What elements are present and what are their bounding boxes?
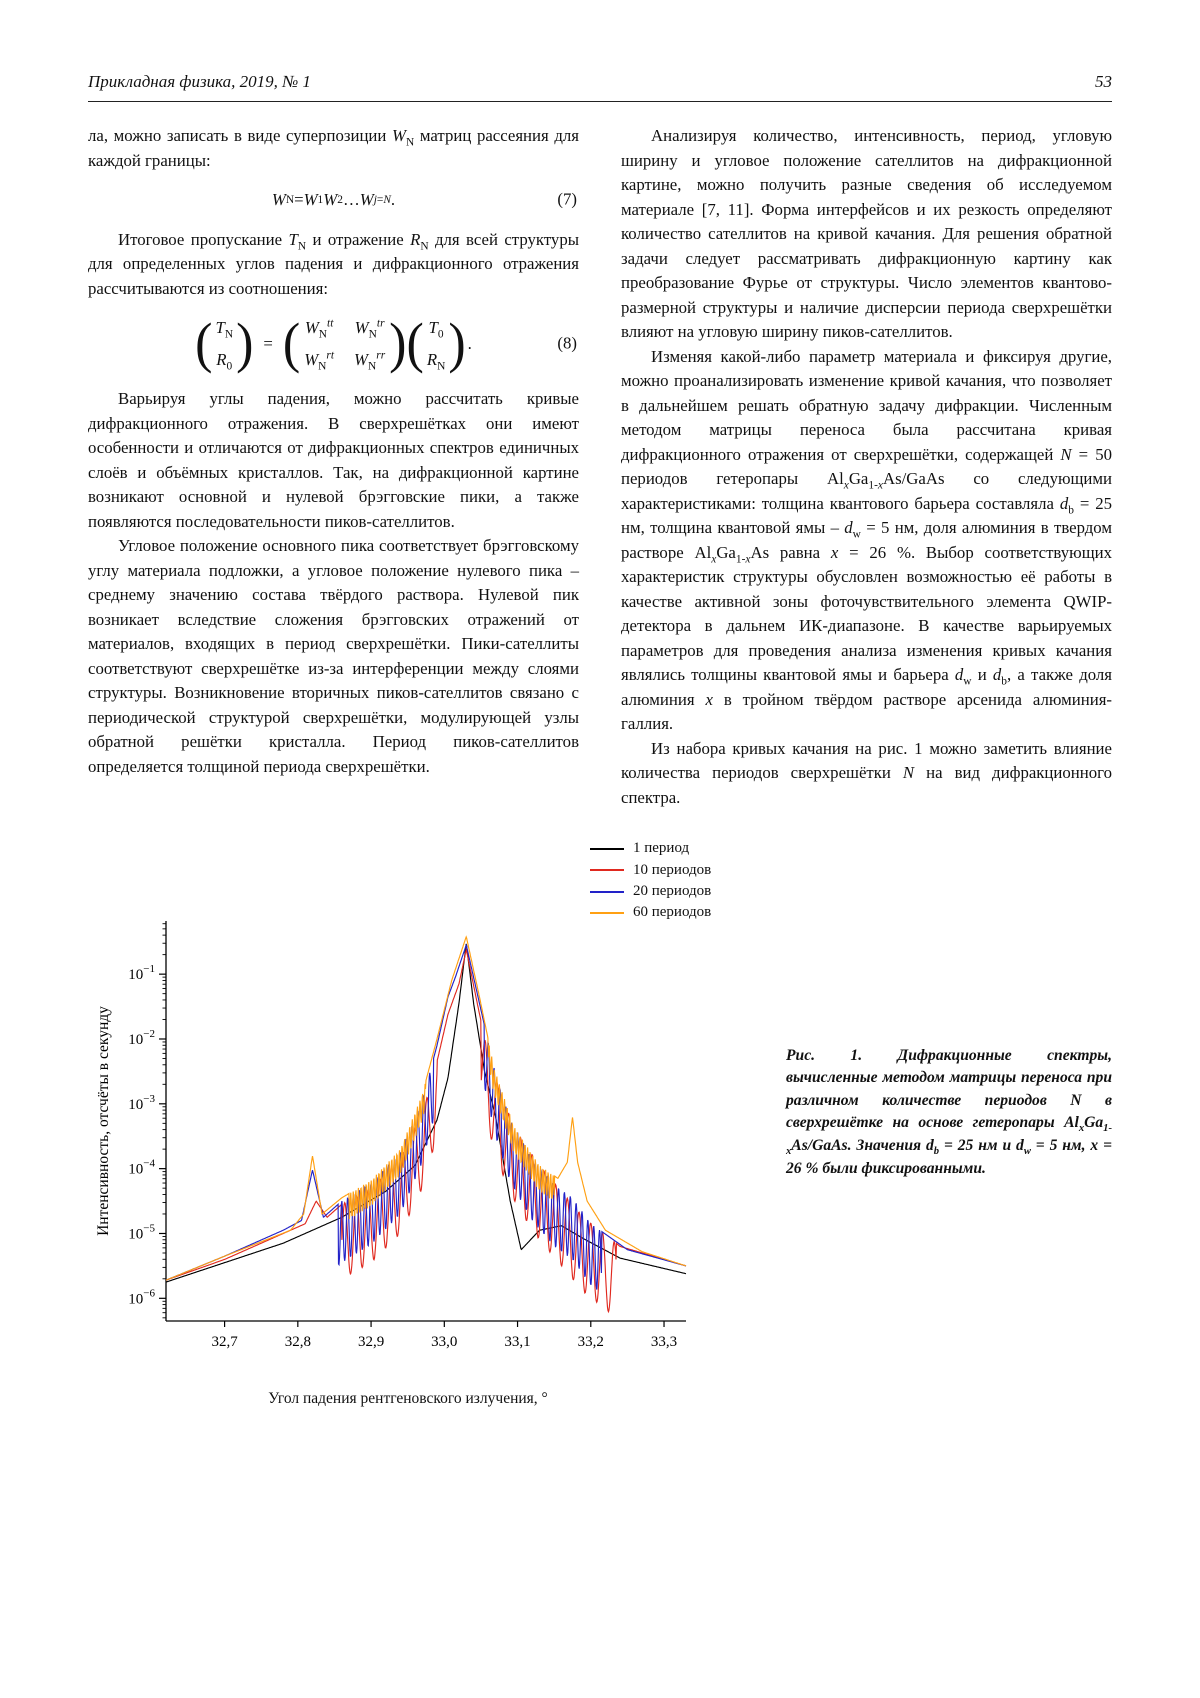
- transfer-matrix: [304, 316, 385, 372]
- paren-open: (: [406, 312, 424, 375]
- paragraph: ла, можно записать в виде суперпозиции $W_N$ матриц рассеяния для каждой границы:: [88, 126, 579, 170]
- svg-text:32,9: 32,9: [357, 1334, 385, 1351]
- two-column-text: [88, 124, 1112, 810]
- legend-item: [590, 862, 711, 879]
- chart-area: [88, 836, 748, 1408]
- matrix-cell: $W_N^{rt}$: [304, 349, 335, 372]
- legend-label: 1 период: [633, 840, 690, 857]
- legend-item: [590, 840, 711, 857]
- figure-1: [88, 836, 1112, 1408]
- matrix-cell: $R_N$: [426, 349, 446, 372]
- matrix-cell: $T_0$: [428, 318, 444, 341]
- matrix-cell: $R_0$: [216, 349, 233, 372]
- equation-period: .: [467, 333, 472, 353]
- legend-line-swatch: [590, 912, 624, 914]
- matrix-cell: $W_N^{tr}$: [354, 317, 385, 341]
- legend-item: [590, 883, 711, 900]
- legend-label: 60 периодов: [633, 904, 712, 921]
- svg-text:10−6: $10^{-6}$: [128, 1287, 155, 1308]
- right-column: [621, 124, 1112, 810]
- paragraph: Угловое положение основного пика соответствует брэгговскому углу материала подложки, а угловое положение нулевого пика – среднему значению состава твёрдого раствора. Нулевой пик возникает вследствие сложения брэгговских отражений от материалов, входящих в период сверхрешётки. Пики-сателлиты соответствуют сверхрешётке из-за интерференции между слоями структуры. Возникновение вторичных пиков-сателлитов связано с периодической структурой сверхрешётки, модулирующей узлы обратной решётки кристалла. Период пиков-сателлитов определяется толщиной периода сверхрешётки.: [88, 536, 579, 776]
- chart-legend: [590, 840, 711, 921]
- matrix-cell: $T_N$: [215, 318, 234, 341]
- svg-text:10−1: $10^{-1}$: [128, 963, 155, 984]
- equals-sign: =: [263, 333, 273, 353]
- paren-open: (: [195, 312, 213, 375]
- paren-close: ): [236, 312, 254, 375]
- journal-title: Прикладная физика, 2019, № 1: [88, 72, 311, 91]
- left-column: [88, 124, 579, 810]
- paren-close: ): [389, 312, 407, 375]
- svg-text:10−5: $10^{-5}$: [128, 1222, 155, 1243]
- equation-8-body: [195, 312, 472, 375]
- legend-item: [590, 904, 711, 921]
- page-number: 53: [1095, 72, 1112, 91]
- svg-text:33,1: 33,1: [504, 1334, 531, 1351]
- page-header: [88, 72, 1112, 102]
- paren-close: ): [448, 312, 466, 375]
- equation-7-body: W N = W 1 W 2 … W j=N .: [271, 190, 396, 210]
- svg-text:10−4: $10^{-4}$: [128, 1158, 155, 1179]
- paragraph: Из набора кривых качания на рис. 1 можно заметить влияние количества периодов сверхрешётки N на вид дифракционного спектра.: [621, 738, 1112, 807]
- legend-line-swatch: [590, 869, 624, 871]
- vector-lhs: [215, 316, 233, 372]
- legend-label: 20 периодов: [633, 882, 712, 899]
- paragraph: Изменяя какой-либо параметр материала и фиксируя другие, можно проанализировать изменение кривой качания, что позволяет в дальнейшем решать обратную задачу дифракции. Численным методом матрицы переноса была рассчитана кривая дифракционного отражения от сверхрешётки, содержащей N = 50 периодов гетеропары $Al_xGa_{1-x}As$/GaAs со следующими характеристиками: толщина квантового барьера составляла $d_b = 25$ нм, толщина квантовой ямы – $d_w = 5$ нм, доля алюминия в твердом растворе $Al_xGa_{1-x}As$ равна x = 26 %. Выбор соответствующих характеристик структуры обусловлен возможностью её работы в качестве активной зоны фоточувствительного элемента QWIP-детектора в дальнем ИК-диапазоне. В качестве варьируемых параметров для проведения анализа изменения кривых качания являлись толщины квантовой ямы и барьера $d_w$ и $d_b$, а также доля алюминия x в тройном твёрдом растворе арсенида алюминия-галлия.: [621, 346, 1113, 734]
- svg-text:Интенсивность, отсчёты в секун: Интенсивность, отсчёты в секунду: [95, 1006, 112, 1237]
- svg-text:33,0: 33,0: [431, 1334, 458, 1351]
- paragraph: Итоговое пропускание $T_N$ и отражение $R_N$ для всей структуры для определенных углов падения и дифракционного отражения рассчитываются из соотношения:: [88, 229, 579, 298]
- matrix-cell: $W_N^{tt}$: [304, 317, 334, 341]
- x-axis-label: Угол падения рентгеновского излучения, °: [268, 1390, 548, 1408]
- equation-8-number: (8): [557, 333, 577, 353]
- matrix-cell: $W_N^{rr}$: [354, 349, 386, 372]
- svg-text:32,8: 32,8: [284, 1334, 311, 1351]
- equation-7: [88, 188, 579, 213]
- legend-line-swatch: [590, 848, 624, 850]
- paragraph: Варьируя углы падения, можно рассчитать кривые дифракционного отражения. В сверхрешётках они имеют особенности и отличаются от дифракционных спектров единичных слоёв и объёмных кристаллов. Так, на дифракционной картине возникают основной и нулевой брэгговские пики, а также появляются последовательности пиков-сателлитов.: [88, 389, 579, 531]
- svg-text:33,3: 33,3: [650, 1334, 678, 1351]
- svg-text:10−3: $10^{-3}$: [128, 1093, 155, 1114]
- paragraph: Анализируя количество, интенсивность, период, угловую ширину и угловое положение сателлитов на дифракционной картине, можно получить разные сведения об исследуемом материале [7, 11]. Форма интерфейсов и их резкость определяют количество сателлитов на кривой качания. Для решения обратной задачи следует рассматривать дифракционную картину как преобразование Фурье от структуры. Число элементов квантово-размерной структуры и наличие дисперсии периода сверхрешётки влияют на угловую ширину пиков-сателлитов.: [621, 126, 1112, 342]
- legend-line-swatch: [590, 891, 624, 893]
- figure-caption: Рис. 1. Дифракционные спектры, вычисленные методом матрицы переноса при различном количестве периодов N в сверхрешётке на основе гетеропары $Al_xGa_{1-x}As$/GaAs. Значения $d_b = 25$ нм и $d_w = 5$ нм, x = 26 % были фиксированными.: [786, 1046, 1112, 1177]
- svg-text:32,7: 32,7: [211, 1334, 238, 1351]
- paren-open: (: [282, 312, 301, 375]
- legend-label: 10 периодов: [633, 861, 712, 878]
- svg-text:10−2: $10^{-2}$: [128, 1028, 155, 1049]
- equation-7-number: (7): [557, 190, 577, 210]
- svg-text:33,2: 33,2: [577, 1334, 604, 1351]
- equation-8: [88, 312, 579, 375]
- vector-rhs: [427, 316, 446, 372]
